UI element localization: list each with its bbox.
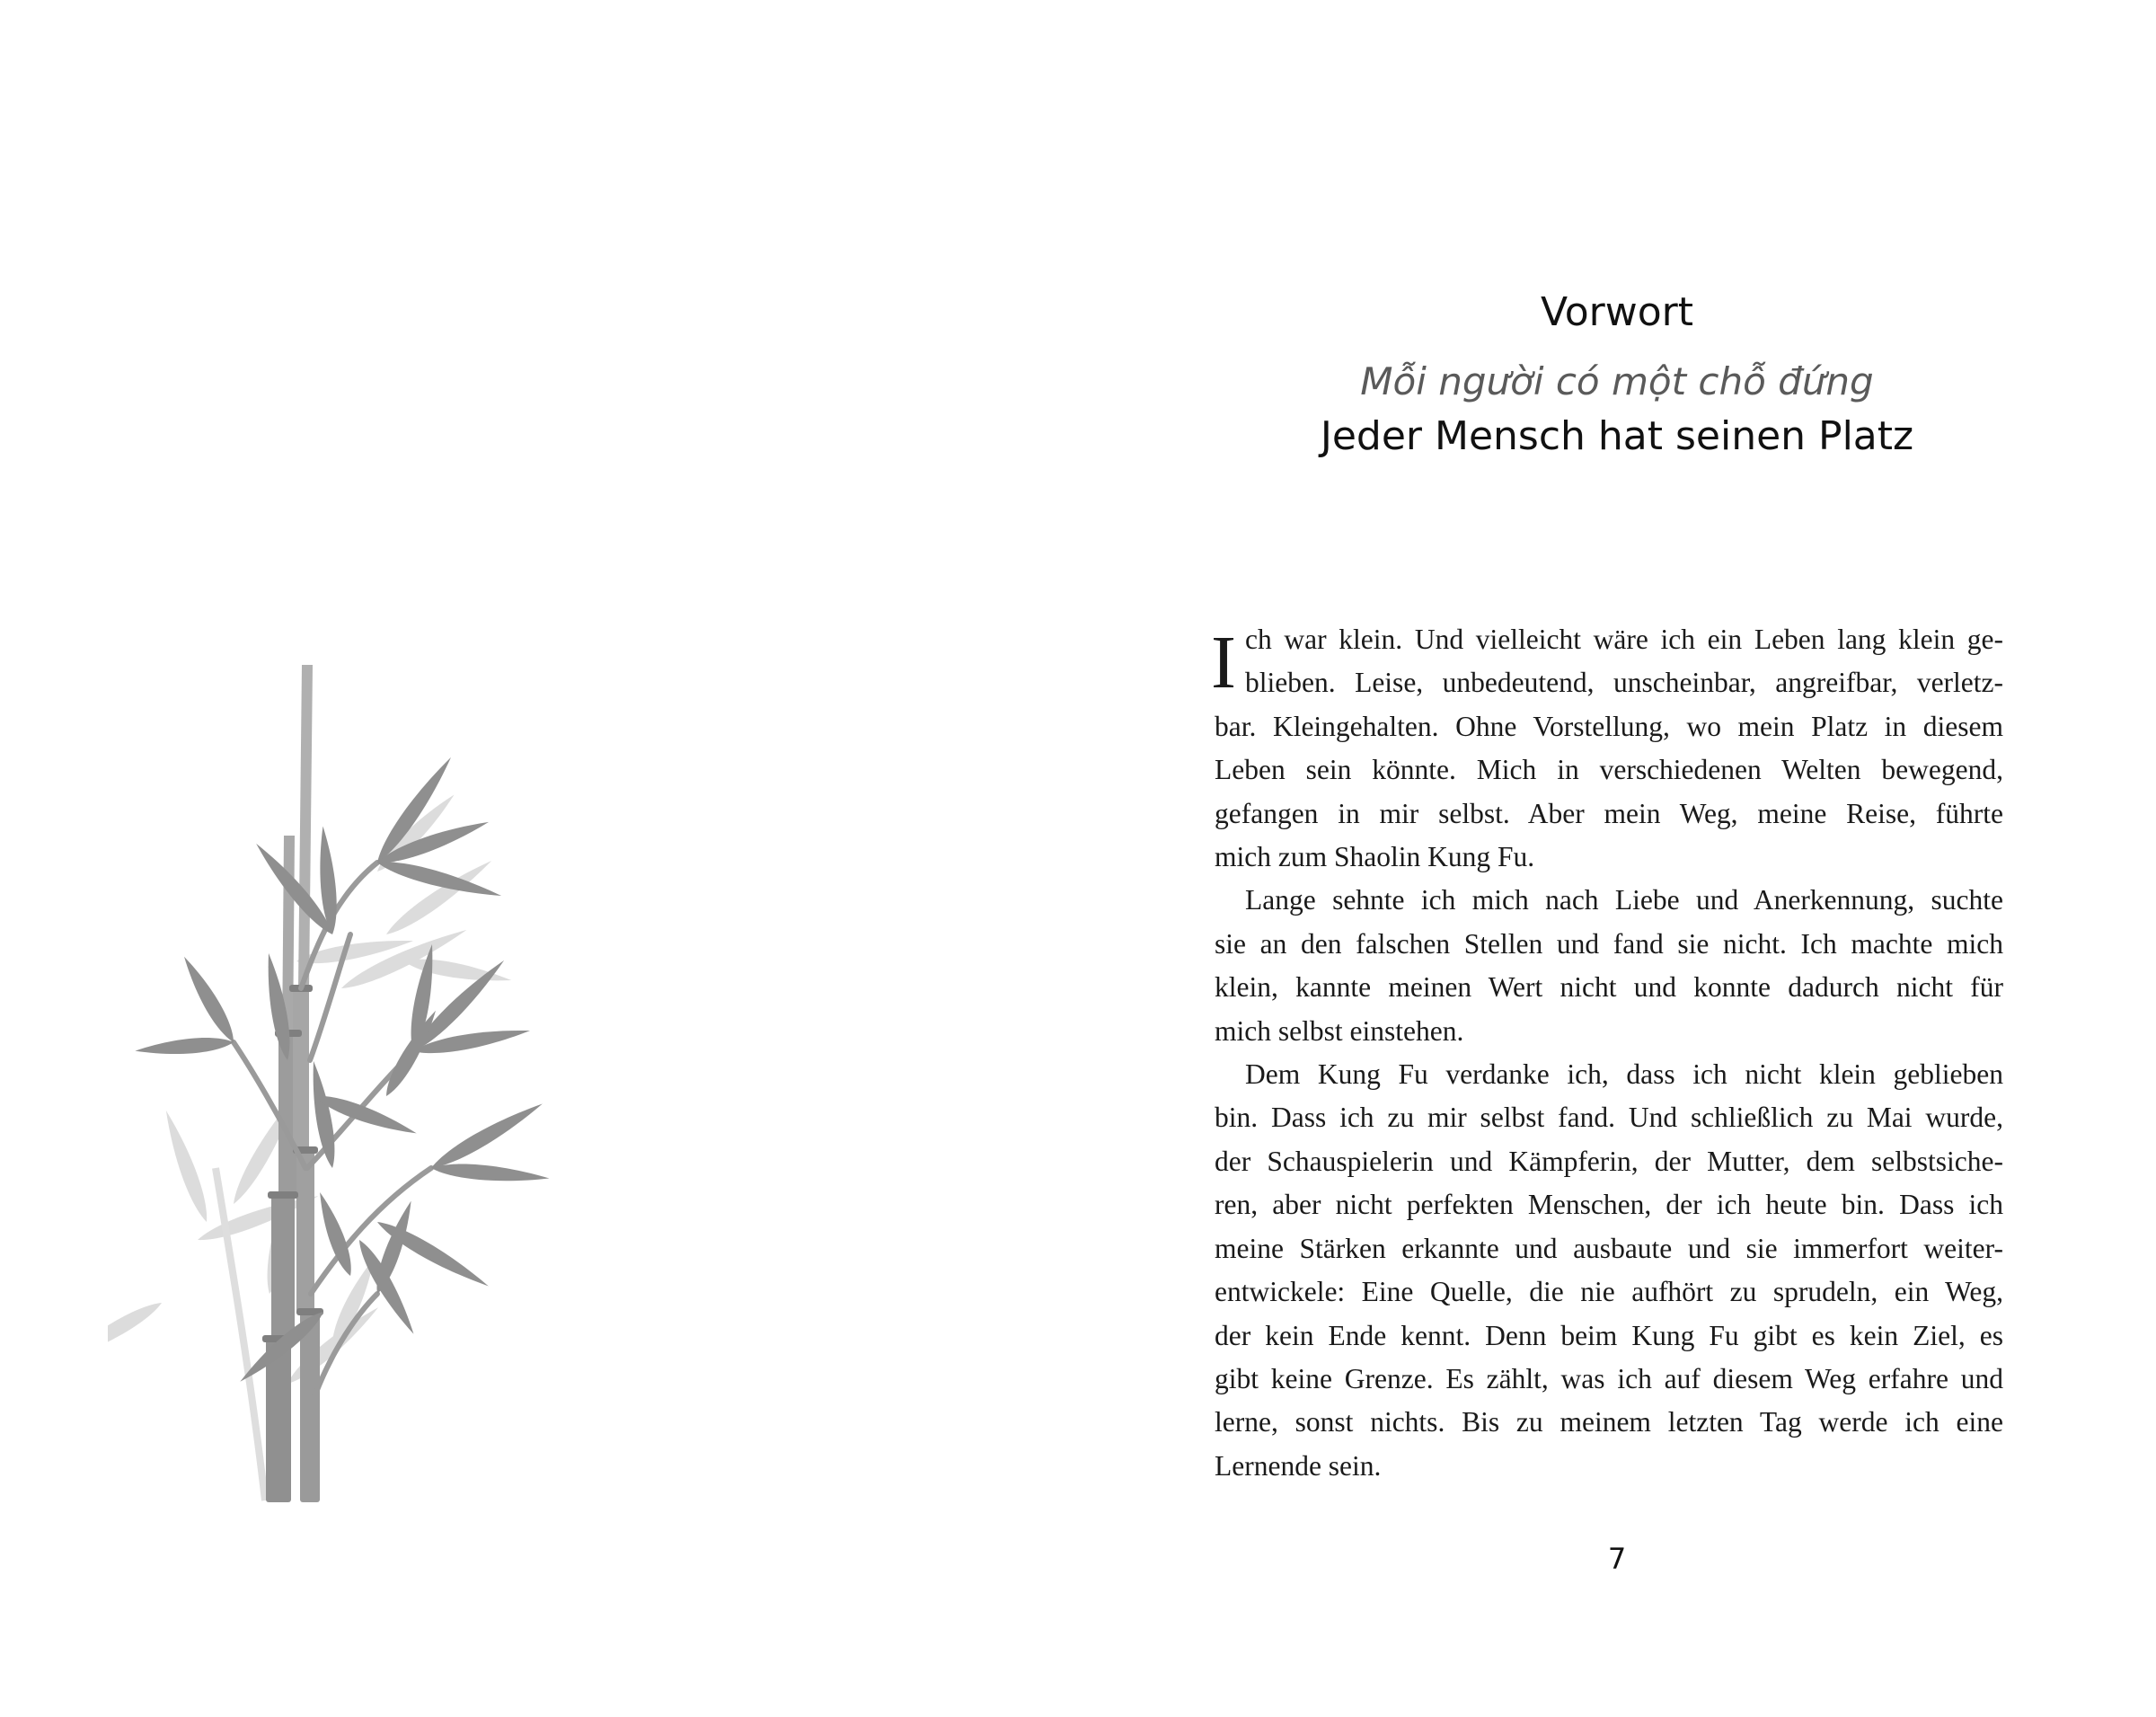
page-number: 7 (1607, 1542, 1627, 1576)
paragraph-3 (1215, 1053, 2003, 1488)
bamboo-illustration (108, 665, 611, 1509)
drop-cap: I (1211, 621, 1236, 704)
text-line: der Schauspielerin und Kämpferin, der Mutter, dem selbstsiche- (1215, 1145, 2003, 1177)
subtitle-vietnamese: Mỗi người có một chỗ đứng (1360, 359, 1874, 403)
text-line: ch war klein. Und vielleicht wäre ich ein Leben lang klein ge- (1245, 624, 2003, 655)
text-line: Lange sehnte ich mich nach Liebe und Anerkennung, suchte (1245, 884, 2003, 916)
text-line: Dem Kung Fu verdanke ich, dass ich nicht klein geblieben (1245, 1058, 2003, 1091)
paragraph-1 (1215, 618, 2003, 705)
text-line: entwickele: Eine Quelle, die nie aufhört zu sprudeln, ein Weg, (1215, 1276, 2003, 1308)
paragraph-1-cont (1215, 705, 2003, 880)
text-line: Lernende sein. (1215, 1449, 1382, 1482)
subtitle-german: Jeder Mensch hat seinen Platz (1320, 413, 1914, 459)
text-line: der kein Ende kennt. Denn beim Kung Fu gibt es kein Ziel, es (1215, 1319, 2003, 1351)
paragraph-2 (1215, 879, 2003, 1053)
text-line: sie an den falschen Stellen und fand sie nicht. Ich machte mich (1215, 927, 2003, 960)
text-line: ren, aber nicht perfekten Menschen, der ich heute bin. Dass ich (1215, 1189, 2003, 1221)
text-line: gibt keine Grenze. Es zählt, was ich auf diesem Weg erfahre und (1215, 1362, 2003, 1394)
text-line: blieben. Leise, unbedeutend, unscheinbar, angreifbar, verletz- (1245, 667, 2003, 699)
chapter-title: Vorwort (1541, 289, 1693, 335)
text-line: mich zum Shaolin Kung Fu. (1215, 841, 1535, 873)
body-text (1211, 618, 2003, 1488)
text-line: klein, kannte meinen Wert nicht und konnte dadurch nicht für (1215, 971, 2003, 1004)
text-line: gefangen in mir selbst. Aber mein Weg, meine Reise, führte (1215, 797, 2003, 829)
text-line: meine Stärken erkannte und ausbaute und sie immerfort weiter- (1215, 1232, 2003, 1264)
text-line: bin. Dass ich zu mir selbst fand. Und schließlich zu Mai wurde, (1215, 1102, 2003, 1134)
text-line: lerne, sonst nichts. Bis zu meinem letzten Tag werde ich eine (1215, 1406, 2003, 1438)
text-line: bar. Kleingehalten. Ohne Vorstellung, wo mein Platz in diesem (1215, 710, 2003, 742)
text-line: Leben sein könnte. Mich in verschiedenen Welten bewegend, (1215, 754, 2003, 786)
text-line: mich selbst einstehen. (1215, 1014, 1464, 1047)
